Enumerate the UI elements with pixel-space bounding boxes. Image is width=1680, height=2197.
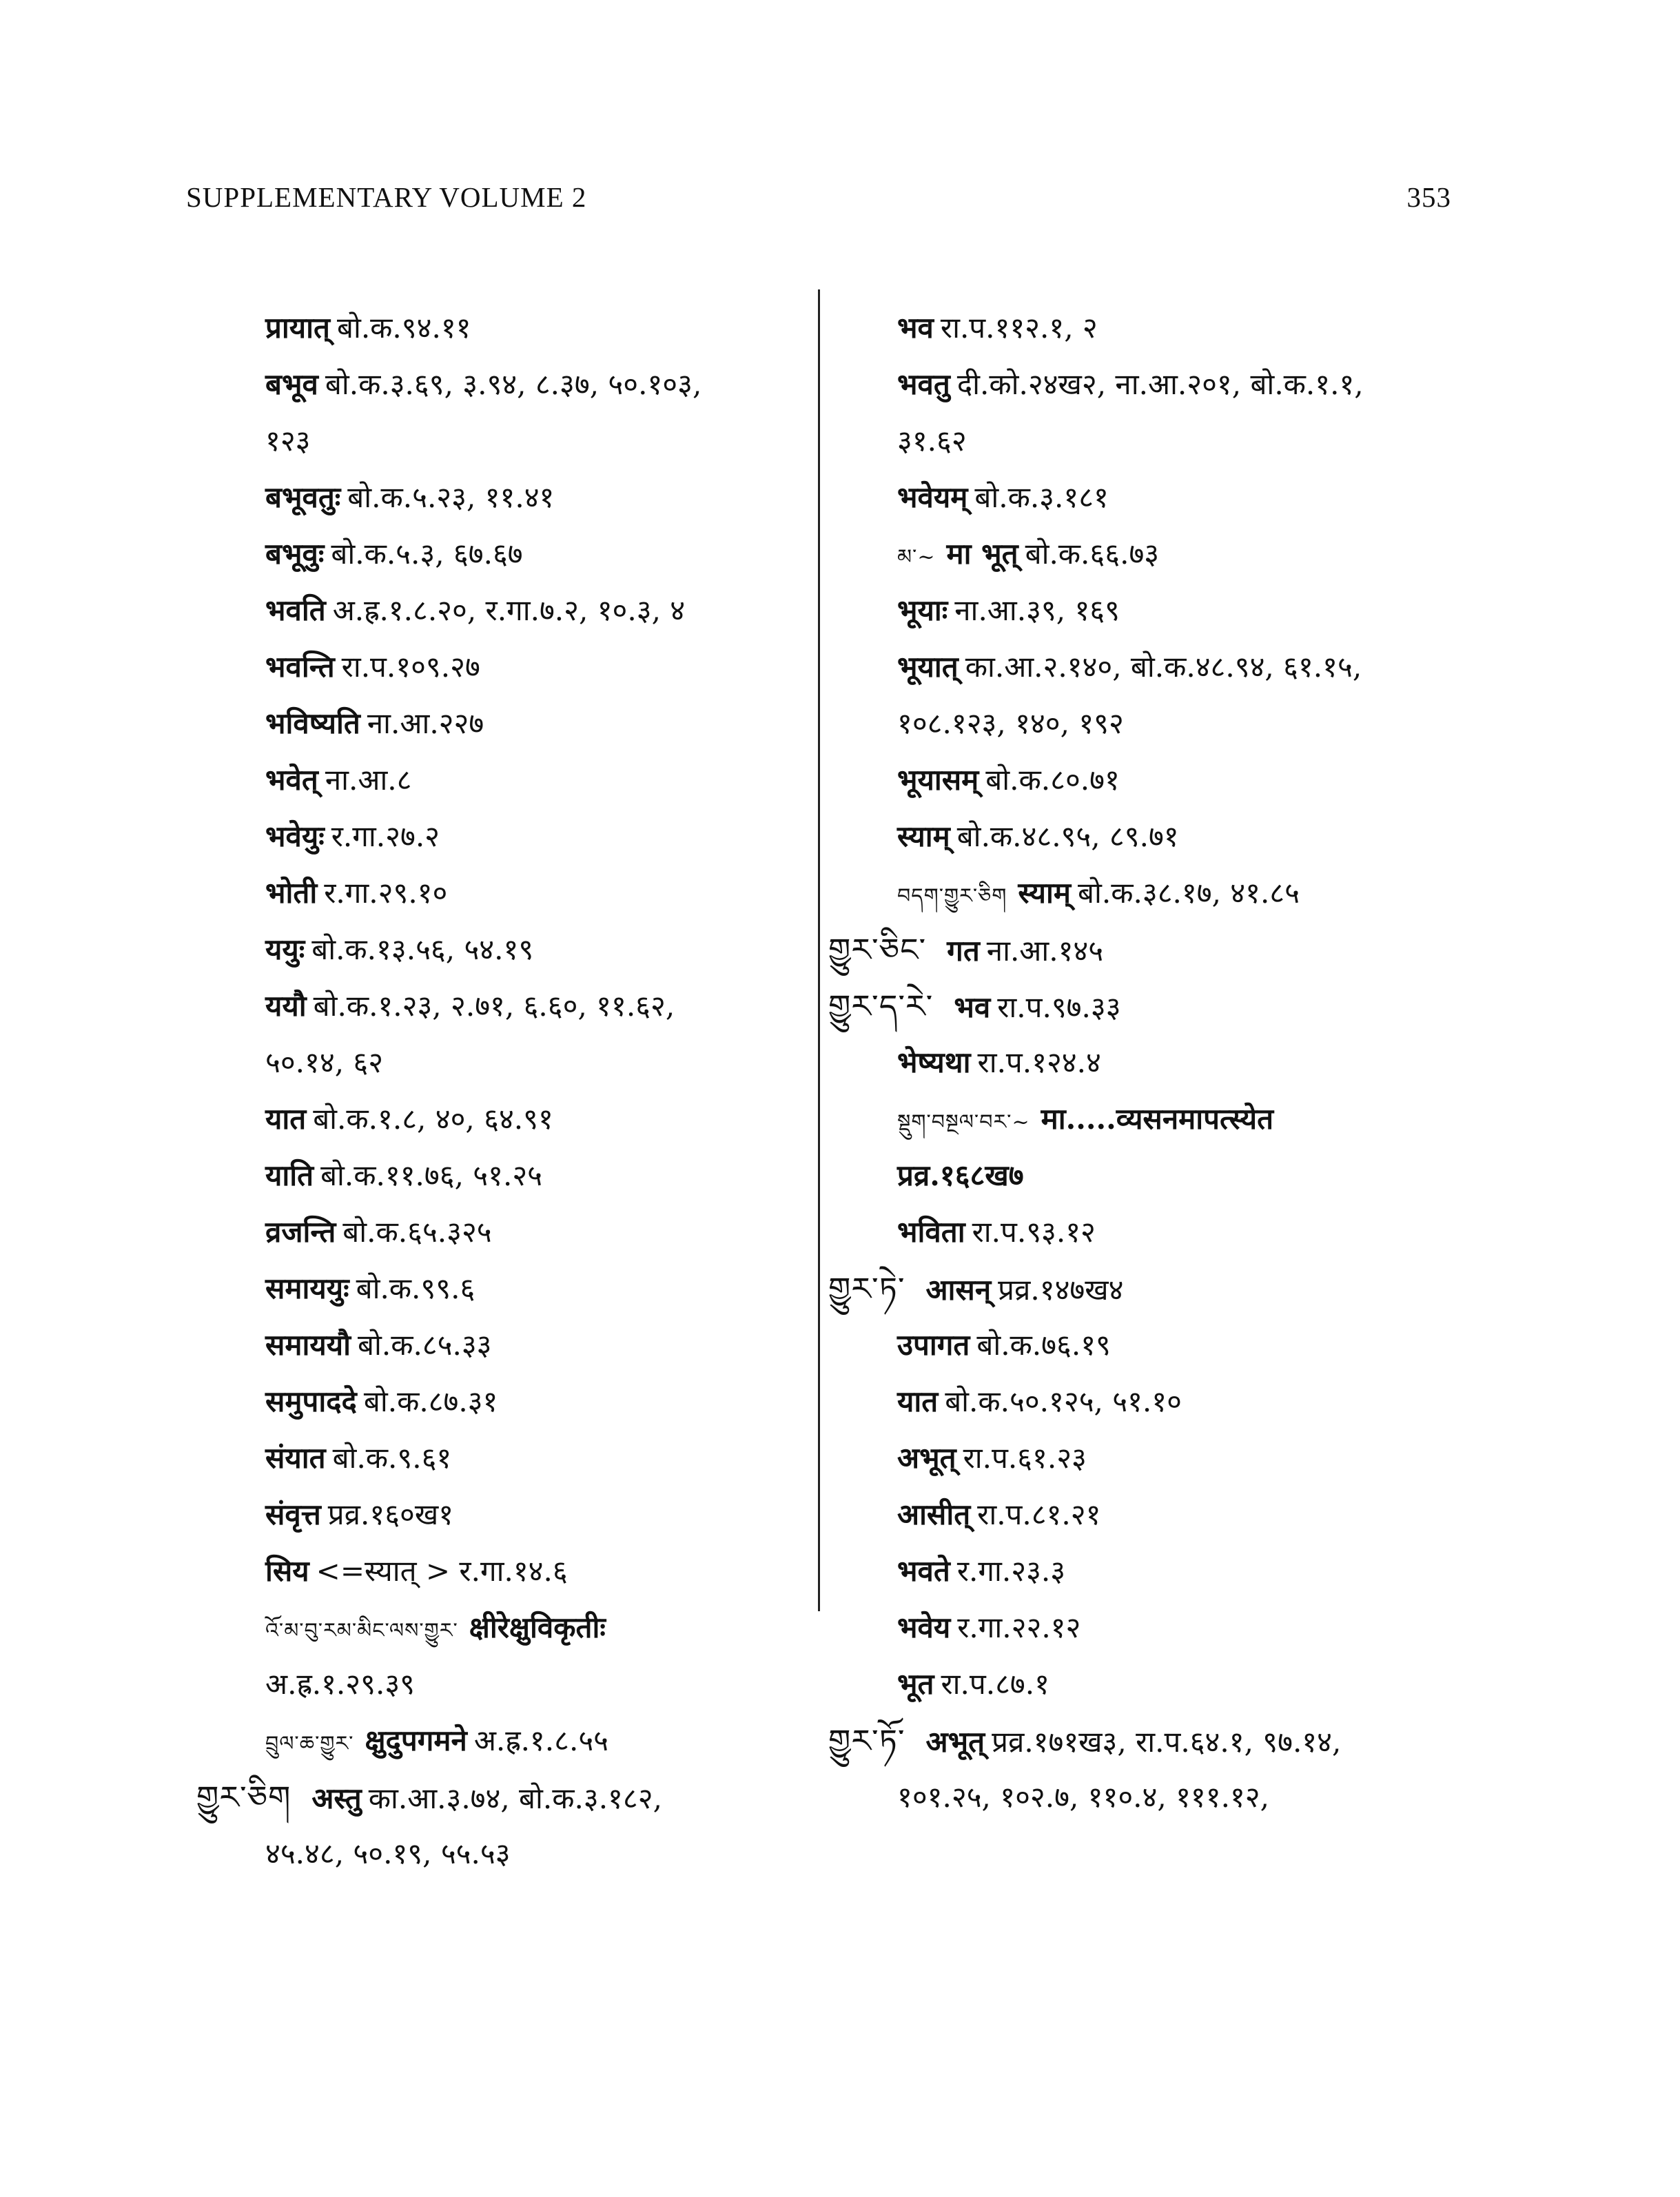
left-column [196, 300, 810, 1882]
source-reference: रा.प.१०९.२७ [341, 650, 480, 684]
sanskrit-headword: भवेयम् [897, 480, 968, 514]
sanskrit-headword: याति [265, 1158, 314, 1192]
sanskrit-headword: समाययौ [265, 1328, 351, 1362]
sanskrit-headword: भवेय [897, 1611, 951, 1644]
dictionary-entry-line [828, 1260, 1476, 1317]
source-reference: का.आ.२.१४०, बो.क.४८.९४, ६१.१५, [965, 650, 1362, 684]
source-reference: र.गा.२९.१० [324, 876, 448, 910]
source-reference: प्रव्र.१४७ख४ [998, 1273, 1124, 1307]
sanskrit-headword: मा भूत् [946, 537, 1018, 571]
sanskrit-headword: भोती [265, 876, 318, 910]
sanskrit-headword: गत [947, 934, 980, 968]
source-reference: बो.क.३८.१७, ४१.८५ [1078, 876, 1300, 910]
dictionary-entry-line [897, 469, 1476, 526]
sanskrit-headword: भवेयुः [265, 819, 325, 853]
column-divider [818, 289, 820, 1611]
dictionary-entry-line [897, 1204, 1476, 1260]
source-reference: रा.प.११२.१, २ [940, 311, 1098, 345]
source-reference: बो.क.१.८, ४०, ६४.९१ [313, 1102, 553, 1136]
tibetan-term: གྱུར་ཏོ་ [828, 1722, 905, 1759]
tibetan-term: མ་~ [897, 545, 936, 569]
tibetan-term: བདག་གྱུར་ཅིག [897, 884, 1007, 908]
sanskrit-headword: क्षुदुपगमने [365, 1724, 467, 1757]
dictionary-entry-line [265, 1091, 810, 1147]
tibetan-term: གྱུར་ཅིག [196, 1779, 291, 1816]
dictionary-entry-line [265, 639, 810, 695]
sanskrit-headword: अस्तु [311, 1781, 362, 1815]
sanskrit-headword: स्याम् [1018, 876, 1072, 910]
source-reference: बो.क.११.७६, ५१.२५ [320, 1158, 543, 1192]
sanskrit-headword: भवेत् [265, 763, 318, 797]
sanskrit-headword: यात [265, 1102, 307, 1136]
sanskrit-headword: भवति [265, 593, 326, 627]
source-reference: बो.क.३.६९, ३.९४, ८.३७, ५०.१०३, [325, 367, 702, 401]
source-reference: बो.क.१३.५६, ५४.१९ [311, 932, 534, 966]
dictionary-entry-line [265, 1486, 810, 1543]
dictionary-entry-line [265, 1600, 810, 1656]
dictionary-entry-line [265, 921, 810, 978]
source-reference: ४५.४८, ५०.१९, ५५.५३ [265, 1837, 511, 1870]
source-reference: र.गा.२३.३ [956, 1554, 1066, 1588]
dictionary-entry-line [897, 1147, 1476, 1204]
source-reference: बो.क.५.३, ६७.६७ [331, 537, 523, 571]
source-reference: १०८.१२३, १४०, १९२ [897, 706, 1124, 740]
dictionary-entry-line [897, 1486, 1476, 1543]
sanskrit-headword: स्याम् [897, 819, 950, 853]
source-reference: रा.प.६१.२३ [963, 1441, 1087, 1475]
source-reference: बो.क.८७.३१ [363, 1384, 498, 1418]
dictionary-entry-line [828, 921, 1476, 978]
source-reference: ३१.६२ [897, 424, 967, 458]
sanskrit-headword: बभूवतुः [265, 480, 341, 514]
sanskrit-headword: भूयासम् [897, 763, 979, 797]
dictionary-entry-line [265, 695, 810, 752]
dictionary-entry-line [265, 1543, 810, 1600]
source-reference: बो.क.३.१८१ [974, 480, 1109, 514]
dictionary-entry-line [897, 1034, 1476, 1091]
sanskrit-headword: ययौ [265, 989, 307, 1023]
dictionary-entry-line [897, 300, 1476, 356]
dictionary-entry-line [265, 526, 810, 582]
dictionary-entry-line [897, 413, 1476, 469]
dictionary-entry-line [897, 639, 1476, 695]
tibetan-term: འོ་མ་བུ་རམ་མིང་ལས་གྱུར་ [265, 1619, 458, 1643]
dictionary-entry-line [897, 1600, 1476, 1656]
source-reference: रा.प.१२४.४ [977, 1045, 1101, 1079]
source-reference: रा.प.८१.२१ [977, 1498, 1101, 1531]
right-column [828, 300, 1476, 1826]
source-reference: बो.क.५.२३, ११.४१ [347, 480, 555, 514]
tibetan-term: གྱུར་ཏེ་ [828, 1270, 905, 1307]
dictionary-entry-line [897, 752, 1476, 808]
source-reference: बो.क.४८.९५, ८९.७१ [956, 819, 1179, 853]
dictionary-entry-line [265, 808, 810, 865]
dictionary-entry-line [265, 752, 810, 808]
source-reference: बो.क.९.६१ [332, 1441, 452, 1475]
sanskrit-headword: भविता [897, 1215, 965, 1249]
source-reference: १०१.२५, १०२.७, ११०.४, १११.१२, [897, 1780, 1269, 1814]
dictionary-entry-line [897, 1543, 1476, 1600]
sanskrit-headword: यात [897, 1384, 939, 1418]
sanskrit-headword: मा.....व्यसनमापत्स्येत [1041, 1102, 1274, 1136]
running-title: SUPPLEMENTARY VOLUME 2 [186, 181, 587, 213]
dictionary-entry-line [897, 1769, 1476, 1826]
source-reference: बो.क.६५.३२५ [342, 1215, 492, 1249]
dictionary-entry-line [265, 356, 810, 413]
sanskrit-headword: अभूत् [925, 1725, 985, 1759]
source-reference: बो.क.८५.३३ [357, 1328, 492, 1362]
source-reference: अ.ह्र.१.८.२०, र.गा.७.२, १०.३, ४ [332, 593, 686, 627]
sanskrit-headword: ययुः [265, 932, 305, 966]
sanskrit-headword: उपागत [897, 1328, 970, 1362]
dictionary-entry-line [265, 582, 810, 639]
dictionary-entry-line [828, 1713, 1476, 1769]
tibetan-term: སྡུག་བསྔལ་བར་~ [897, 1110, 1030, 1134]
source-reference: र.गा.२२.१२ [957, 1611, 1081, 1644]
sanskrit-headword: बभूवुः [265, 537, 325, 571]
sanskrit-headword: आसीत् [897, 1498, 971, 1531]
dictionary-entry-line [265, 1034, 810, 1091]
sanskrit-headword: भूयाः [897, 593, 948, 627]
dictionary-entry-line [265, 1430, 810, 1486]
dictionary-entry-line [897, 1373, 1476, 1430]
dictionary-entry-line [265, 978, 810, 1034]
tibetan-term: གྱུར་ཅིང་ [828, 931, 927, 968]
source-reference: बो.क.७६.१९ [976, 1328, 1111, 1362]
sanskrit-headword: भवन्ति [265, 650, 335, 684]
dictionary-entry-line [265, 1317, 810, 1373]
source-reference: बो.क.९९.६ [356, 1271, 475, 1305]
dictionary-entry-line [196, 1769, 810, 1826]
sanskrit-headword: संयात [265, 1441, 326, 1475]
dictionary-entry-line [265, 1656, 810, 1713]
source-reference: बो.क.१.२३, २.७१, ६.६०, ११.६२, [313, 989, 675, 1023]
dictionary-entry-line [265, 413, 810, 469]
sanskrit-headword: प्रव्र.१६८ख७ [897, 1158, 1024, 1192]
dictionary-entry-line [897, 695, 1476, 752]
sanskrit-headword: व्रजन्ति [265, 1215, 336, 1249]
source-reference: प्रव्र.१७१ख३, रा.प.६४.१, ९७.१४, [992, 1725, 1342, 1759]
sanskrit-headword: संवृत्त [265, 1498, 321, 1531]
source-reference: <=स्यात् > र.गा.१४.६ [316, 1554, 568, 1588]
source-reference: र.गा.२७.२ [331, 819, 440, 853]
dictionary-entry-line [897, 808, 1476, 865]
sanskrit-headword: भव [954, 990, 991, 1024]
dictionary-entry-line [897, 582, 1476, 639]
dictionary-entry-line [265, 865, 810, 921]
dictionary-entry-line [897, 1656, 1476, 1713]
source-reference: ना.आ.३९, १६९ [954, 593, 1120, 627]
sanskrit-headword: समुपाददे [265, 1384, 357, 1418]
dictionary-entry-line [897, 526, 1476, 582]
dictionary-entry-line [897, 865, 1476, 921]
source-reference: बो.क.६६.७३ [1025, 537, 1160, 571]
source-reference: रा.प.९३.१२ [972, 1215, 1096, 1249]
sanskrit-headword: भविष्यति [265, 706, 360, 740]
dictionary-entry-line [265, 1713, 810, 1769]
source-reference: अ.ह्र.१.२९.३९ [265, 1667, 415, 1701]
tibetan-term: གྱུར་ད་རེ་ [828, 988, 934, 1025]
source-reference: ना.आ.१४५ [986, 934, 1104, 968]
source-reference: दी.को.२४ख२, ना.आ.२०१, बो.क.१.१, [956, 367, 1364, 401]
source-reference: प्रव्र.१६०ख१ [327, 1498, 454, 1531]
dictionary-entry-line [265, 1826, 810, 1882]
dictionary-entry-line [265, 1147, 810, 1204]
sanskrit-headword: भवतु [897, 367, 950, 401]
sanskrit-headword: भवते [897, 1554, 950, 1588]
source-reference: बो.क.९४.११ [336, 311, 471, 345]
dictionary-entry-line [265, 469, 810, 526]
source-reference: बो.क.५०.१२५, ५१.१० [945, 1384, 1182, 1418]
page-number: 353 [1406, 181, 1451, 213]
sanskrit-headword: भव [897, 311, 934, 345]
dictionary-entry-line [265, 1204, 810, 1260]
sanskrit-headword: भेष्यथा [897, 1045, 971, 1079]
source-reference: ना.आ.२२७ [367, 706, 484, 740]
tibetan-term: བྲུལ་ཆ་གྱུར་ [265, 1732, 354, 1756]
sanskrit-headword: प्रायात् [265, 311, 330, 345]
dictionary-entry-line [265, 1373, 810, 1430]
source-reference: बो.क.८०.७१ [985, 763, 1120, 797]
sanskrit-headword: भूयात् [897, 650, 959, 684]
dictionary-entry-line [265, 1260, 810, 1317]
source-reference: ना.आ.८ [325, 763, 412, 797]
source-reference: रा.प.९७.३३ [997, 990, 1121, 1024]
sanskrit-headword: सिय [265, 1554, 309, 1588]
source-reference: १२३ [265, 424, 311, 458]
page-header [186, 181, 1451, 222]
dictionary-entry-line [828, 978, 1476, 1034]
dictionary-entry-line [897, 1430, 1476, 1486]
source-reference: अ.ह्र.१.८.५५ [473, 1724, 608, 1757]
sanskrit-headword: भूत [897, 1667, 934, 1701]
dictionary-entry-line [897, 1091, 1476, 1147]
dictionary-entry-line [897, 356, 1476, 413]
source-reference: का.आ.३.७४, बो.क.३.१८२, [368, 1781, 662, 1815]
dictionary-entry-line [897, 1317, 1476, 1373]
source-reference: ५०.१४, ६२ [265, 1045, 384, 1079]
sanskrit-headword: अभूत् [897, 1441, 956, 1475]
sanskrit-headword: समाययुः [265, 1271, 349, 1305]
sanskrit-headword: क्षीरेक्षुविकृतीः [469, 1611, 606, 1644]
sanskrit-headword: बभूव [265, 367, 318, 401]
sanskrit-headword: आसन् [925, 1273, 992, 1307]
source-reference: रा.प.८७.१ [941, 1667, 1049, 1701]
dictionary-entry-line [265, 300, 810, 356]
